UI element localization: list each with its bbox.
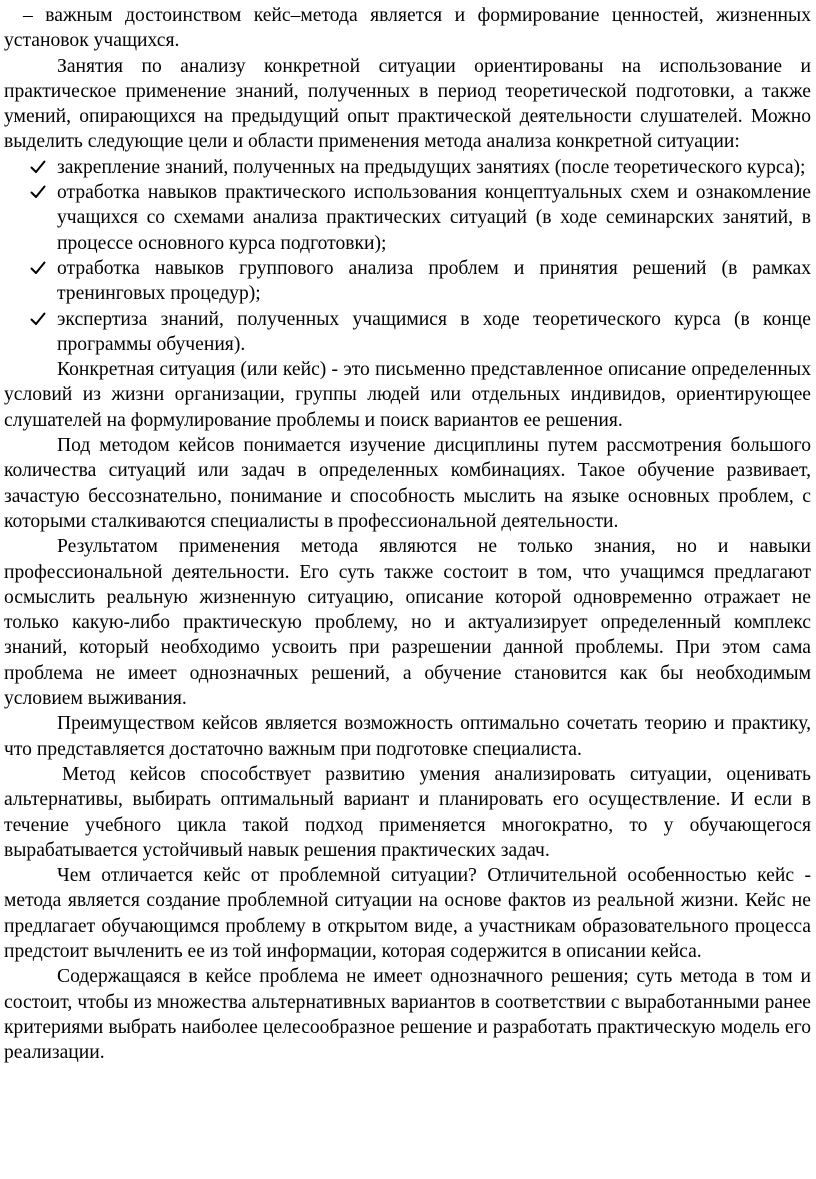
- goal-text: закрепление знаний, полученных на предыдущих занятиях (после теоретического курса);: [57, 156, 806, 178]
- body-paragraph: Конкретная ситуация (или кейс) - это письменно представленное описание определенных условий из жизни организации, группы людей или отдельных индивидов, ориентирующее слушателей на формулирование проблемы и поиск вариантов ее решения.: [4, 359, 811, 431]
- check-icon: [30, 312, 46, 326]
- goal-item: [57, 307, 811, 358]
- body-paragraph: Метод кейсов способствует развитию умения анализировать ситуации, оценивать альтернативы, выбирать оптимальный вариант и планировать его осуществление. И если в течение учебного цикла такой подход применяется многократно, то у обучающегося вырабатывается устойчивый навык решения практических задач.: [4, 763, 811, 861]
- body-paragraph: Преимуществом кейсов является возможность оптимально сочетать теорию и практику, что представляется достаточно важным при подготовке специалиста.: [4, 713, 811, 760]
- body-paragraph: Содержащаяся в кейсе проблема не имеет однозначного решения; суть метода в том и состоит, чтобы из множества альтернативных вариантов в соответствии с выработанными ранее критериями выбрать наиболее целесообразное решение и разработать практическую модель его реализации.: [4, 966, 811, 1064]
- body-paragraph: Чем отличается кейс от проблемной ситуации? Отличительной особенностью кейс - метода является создание проблемной ситуации на основе фактов из реальной жизни. Кейс не предлагает обучающимся проблему в открытом виде, а участникам образовательного процесса предстоит вычленить ее из той информации, которая содержится в описании кейса.: [4, 865, 811, 962]
- body-paragraph: Результатом применения метода являются не только знания, но и навыки профессиональной деятельности. Его суть также состоит в том, что учащимся предлагают осмыслить реальную жизненную ситуацию, описание которой одновременно отражает не только какую-либо практическую проблему, но и актуализирует определенный комплекс знаний, который необходимо усвоить при разрешении данной проблемы. При этом сама проблема не имеет однозначных решений, а обучение становится как бы необходимым условием выживания.: [4, 536, 811, 710]
- goals-checklist: [4, 155, 811, 357]
- check-icon: [30, 185, 46, 199]
- intro-paragraph: Занятия по анализу конкретной ситуации ориентированы на использование и практическое применение знаний, полученных в период теоретической подготовки, а также умений, опирающихся на предыдущий опыт практической деятельности слушателей. Можно выделить следующие цели и области применения метода анализа конкретной ситуации:: [4, 55, 811, 153]
- goal-item: [57, 180, 811, 256]
- goal-item: [57, 256, 811, 307]
- goal-text: отработка навыков группового анализа проблем и принятия решений (в рамках тренинговых процедур);: [57, 257, 811, 305]
- check-icon: [30, 160, 46, 174]
- goal-text: отработка навыков практического использования концептуальных схем и ознакомление учащихся со схемами анализа практических ситуаций (в ходе семинарских занятий, в процессе основного курса подготовки);: [57, 182, 811, 254]
- intro-paragraph: – важным достоинством кейс–метода является и формирование ценностей, жизненных установок учащихся.: [4, 5, 811, 52]
- goal-text: экспертиза знаний, полученных учащимися в ходе теоретического курса (в конце программы обучения).: [57, 308, 811, 355]
- body-paragraph: Под методом кейсов понимается изучение дисциплины путем рассмотрения большого количества ситуаций или задач в определенных комбинациях. Такое обучение развивает, зачастую бессознательно, понимание и способность мыслить на языке основных проблем, с которыми сталкиваются специалисты в профессиональной деятельности.: [4, 435, 811, 532]
- check-icon: [30, 261, 46, 275]
- goal-item: [57, 155, 811, 180]
